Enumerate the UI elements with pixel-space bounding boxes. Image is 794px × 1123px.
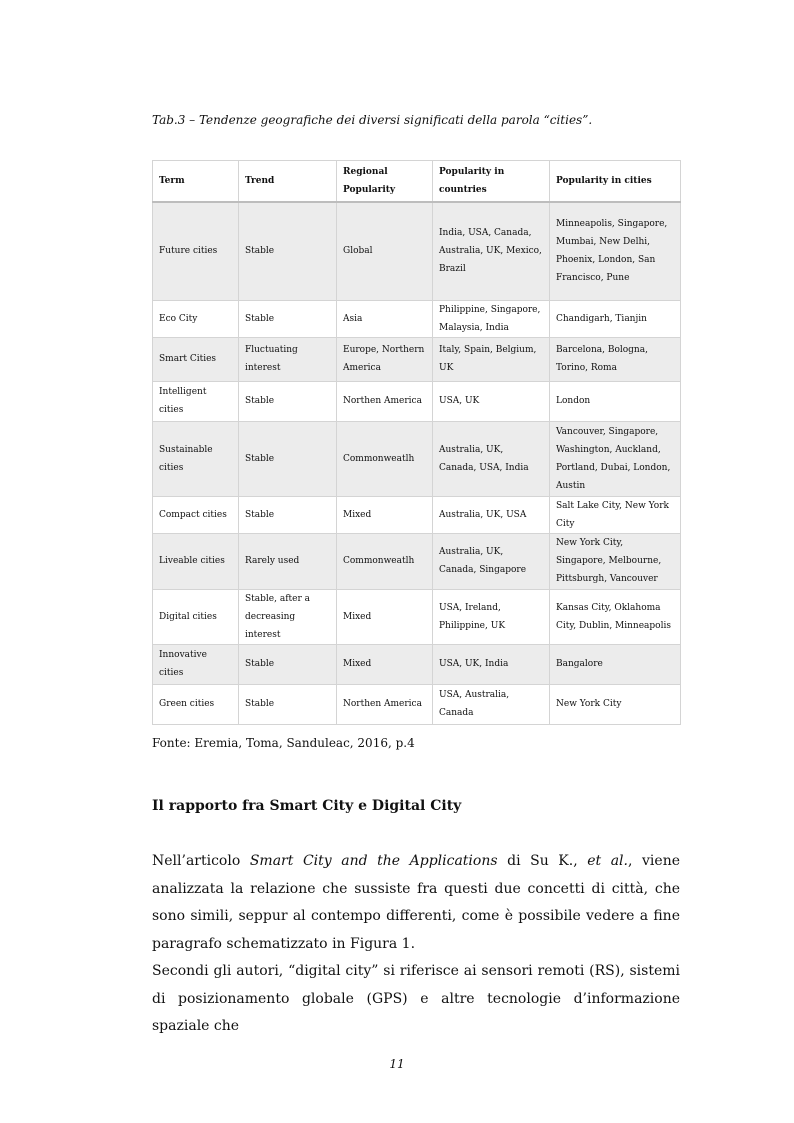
table-row	[153, 421, 681, 496]
cell-regional: Mixed	[337, 589, 433, 644]
cell-regional: Europe, Northern America	[337, 337, 433, 381]
table-row	[153, 202, 681, 300]
cell-cities: Barcelona, Bologna, Torino, Roma	[550, 337, 681, 381]
cell-countries: Australia, UK, USA	[433, 496, 550, 533]
paragraph: Secondi gli autori, “digital city” si riferisce ai sensori remoti (RS), sistemi di posizionamento globale (GPS) e altre tecnologie d’informazione spaziale che	[152, 963, 680, 1034]
cell-countries: USA, Australia, Canada	[433, 684, 550, 724]
cell-regional: Mixed	[337, 644, 433, 684]
table-source: Fonte: Eremia, Toma, Sanduleac, 2016, p.4	[152, 736, 415, 750]
header-popularity-cities: Popularity in cities	[550, 161, 681, 203]
table-row	[153, 589, 681, 644]
cell-countries: USA, UK	[433, 381, 550, 421]
table-row	[153, 684, 681, 724]
cell-cities: Kansas City, Oklahoma City, Dublin, Minneapolis	[550, 589, 681, 644]
cell-regional: Northen America	[337, 381, 433, 421]
cell-trend: Stable	[239, 496, 337, 533]
cell-regional: Commonweatlh	[337, 421, 433, 496]
header-popularity-countries: Popularity in countries	[433, 161, 550, 203]
cell-regional: Global	[337, 202, 433, 300]
cell-term: Smart Cities	[153, 337, 239, 381]
cell-term: Compact cities	[153, 496, 239, 533]
cell-trend: Rarely used	[239, 533, 337, 589]
cell-cities: Chandigarh, Tianjin	[550, 300, 681, 337]
cell-countries: USA, UK, India	[433, 644, 550, 684]
cell-cities: London	[550, 381, 681, 421]
cell-countries: India, USA, Canada, Australia, UK, Mexico, Brazil	[433, 202, 550, 300]
article-title: Smart City and the Applications	[249, 853, 498, 869]
paragraph-text: , viene analizzata la relazione che sussiste fra questi due concetti di città, che sono simili, seppur al contempo differenti, come è possibile vedere a fine paragrafo schematizzato in Figura 1.	[152, 853, 680, 952]
cell-term: Intelligent cities	[153, 381, 239, 421]
table-header-row	[153, 161, 681, 203]
table-row	[153, 381, 681, 421]
paragraph-text: di Su K.,	[497, 853, 588, 869]
page-number: 11	[389, 1057, 405, 1071]
table-row	[153, 644, 681, 684]
cell-countries: USA, Ireland, Philippine, UK	[433, 589, 550, 644]
paragraph-text: Nell’articolo	[152, 853, 250, 869]
cell-trend: Stable	[239, 644, 337, 684]
table-row	[153, 300, 681, 337]
cell-regional: Mixed	[337, 496, 433, 533]
cell-trend: Stable	[239, 202, 337, 300]
table-row	[153, 496, 681, 533]
cell-term: Green cities	[153, 684, 239, 724]
cell-term: Eco City	[153, 300, 239, 337]
cell-trend: Stable	[239, 300, 337, 337]
cell-trend: Fluctuating interest	[239, 337, 337, 381]
cell-trend: Stable, after a decreasing interest	[239, 589, 337, 644]
cell-term: Innovative cities	[153, 644, 239, 684]
cell-trend: Stable	[239, 684, 337, 724]
header-trend: Trend	[239, 161, 337, 203]
cell-cities: New York City	[550, 684, 681, 724]
cell-term: Sustainable cities	[153, 421, 239, 496]
cell-countries: Australia, UK, Canada, USA, India	[433, 421, 550, 496]
section-heading: Il rapporto fra Smart City e Digital City	[152, 798, 462, 814]
cell-trend: Stable	[239, 421, 337, 496]
cell-cities: Bangalore	[550, 644, 681, 684]
cities-table	[152, 160, 681, 725]
paragraph	[152, 848, 680, 958]
cell-regional: Asia	[337, 300, 433, 337]
header-term: Term	[153, 161, 239, 203]
cell-trend: Stable	[239, 381, 337, 421]
cell-cities: Salt Lake City, New York City	[550, 496, 681, 533]
cell-cities: Minneapolis, Singapore, Mumbai, New Delhi, Phoenix, London, San Francisco, Pune	[550, 202, 681, 300]
table-caption: Tab.3 – Tendenze geografiche dei diversi significati della parola “cities”.	[152, 113, 593, 127]
cell-countries: Italy, Spain, Belgium, UK	[433, 337, 550, 381]
header-regional-popularity: Regional Popularity	[337, 161, 433, 203]
cell-term: Future cities	[153, 202, 239, 300]
cell-cities: Vancouver, Singapore, Washington, Auckland, Portland, Dubai, London, Austin	[550, 421, 681, 496]
cell-regional: Commonweatlh	[337, 533, 433, 589]
cell-countries: Australia, UK, Canada, Singapore	[433, 533, 550, 589]
table-row	[153, 337, 681, 381]
cell-term: Liveable cities	[153, 533, 239, 589]
body-text	[152, 848, 680, 1041]
et-al: et al.	[587, 853, 628, 869]
table-row	[153, 533, 681, 589]
cell-term: Digital cities	[153, 589, 239, 644]
cell-regional: Northen America	[337, 684, 433, 724]
cell-countries: Philippine, Singapore, Malaysia, India	[433, 300, 550, 337]
cell-cities: New York City, Singapore, Melbourne, Pittsburgh, Vancouver	[550, 533, 681, 589]
